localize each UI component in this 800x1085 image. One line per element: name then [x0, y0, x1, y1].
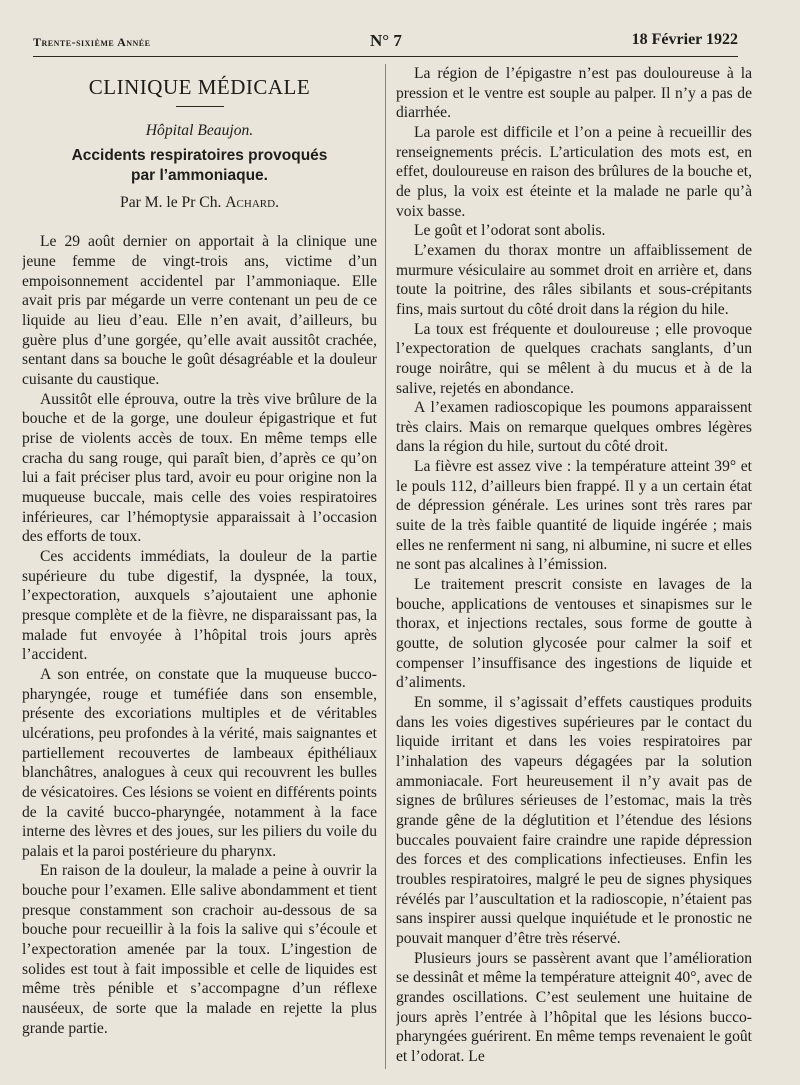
paragraph: La parole est difficile et l’on a peine à recueillir des renseignements précis. L’articulation des mots est, en effet, douloureuse en raison des brûlures de la bouche et, de plus, la voix est éteinte et la malade ne parle qu’à voix basse. — [396, 123, 752, 220]
paragraph: Ces accidents immédiats, la douleur de la partie supérieure du tube digestif, la dyspnée, la toux, l’expectoration, auxquels s’ajoutaient une aphonie presque complète et de la fièvre, ne disparaissant pas, la malade fut envoyée à l’hôpital trois jours après l’accident. — [22, 547, 377, 664]
section-title: CLINIQUE MÉDICALE — [88, 75, 311, 99]
paragraph: A son entrée, on constate que la muqueuse bucco-pharyngée, rouge et tuméfiée dans son ensemble, présente des excoriations multiples et de véritables ulcérations, peu profondes à la vérité, mais saignantes et partiellement recouvertes de lambeaux épithéliaux blanchâtres, analogues à ceux qui recouvrent les bulles de vésicatoires. Ces lésions se voient en différents points de la cavité bucco-pharyngée, notamment à la face interne des lèvres et des joues, sur les piliers du voile du palais et la paroi postérieure du pharynx. — [22, 665, 377, 860]
paragraph: Plusieurs jours se passèrent avant que l’amélioration se dessinât et même la température atteignit 40°, avec de grandes oscillations. C’est seulement une huitaine de jours après l’entrée à l’hôpital que les lésions bucco-pharyngées guérirent. En même temps revenaient le goût et l’odorat. Le — [396, 949, 752, 1065]
author-byline — [22, 193, 377, 213]
paragraph: Le traitement prescrit consiste en lavages de la bouche, applications de ventouses et sinapismes sur le thorax, et injections rectales, sous forme de goutte à goutte, de solution glycosée pour calmer la soif et compenser l’insuffisance des ingestions de liquide et d’aliments. — [396, 576, 752, 692]
paragraph: En somme, il s’agissait d’effets caustiques produits dans les voies digestives supérieures par le contact du liquide irritant et dans les voies respiratoires par l’inhalation des vapeurs dégagées par la solution ammoniacale. Fort heureusement il n’y avait pas de signes de brûlures sérieuses de l’estomac, mais la très grande gêne de la déglutition et l’étendue des lésions buccales pouvaient faire craindre une rapide dépression des forces et des complications infectieuses. Enfin les troubles respiratoires, malgré le peu de signes physiques révélés par l’auscultation et la radioscopie, n’étaient pas sans inspirer aussi quelque inquiétude et le pronostic ne pouvait manquer d’être très réservé. — [396, 694, 752, 947]
page-header — [33, 28, 738, 57]
title-divider — [176, 106, 224, 108]
author-name: Achard. — [225, 193, 279, 211]
paragraph: Le 29 août dernier on apportait à la clinique une jeune femme de vingt-trois ans, victime d’un empoisonnement accidentel par l’ammoniaque. Elle avait pris par mégarde un verre contenant un peu de ce liquide au lieu d’eau. Elle n’en avait, d’ailleurs, bu guère plus d’une gorgée, qu’elle avait aussitôt crachée, sentant dans sa bouche le goût désagréable et la douleur cuisante du caustique. — [22, 233, 377, 389]
volume-label: Trente-sixième Année — [33, 35, 151, 49]
article-title — [22, 146, 377, 186]
issue-date: 18 Février 1922 — [631, 31, 738, 48]
paragraph: La toux est fréquente et douloureuse ; elle provoque l’expectoration de quelques crachats sanglants, d’un rouge noirâtre, qui se mêlent à du mucus et à de la salive, rejetés en abondance. — [396, 320, 752, 397]
issue-number: N° 7 — [370, 31, 402, 50]
paragraph: La région de l’épigastre n’est pas douloureuse à la pression et le ventre est souple au palper. Il n’y a pas de diarrhée. — [396, 65, 752, 122]
column-divider — [385, 64, 386, 1069]
article-title-line-1: Accidents respiratoires provoqués — [71, 146, 328, 164]
paragraph: Le goût et l’odorat sont abolis. — [414, 222, 606, 240]
paragraph: La fièvre est assez vive : la température atteint 39° et le pouls 112, d’ailleurs bien frappé. Il y a un certain état de dépression générale. Les urines sont très rares par suite de la très faible quantité de liquide ingérée ; mais elles ne renferment ni sang, ni albumine, ni sucre et elles ne sont pas alcalines à l’émission. — [396, 458, 752, 574]
article-title-line-2: par l’ammoniaque. — [131, 166, 268, 184]
left-column — [22, 64, 377, 1079]
paragraph: L’examen du thorax montre un affaiblissement de murmure vésiculaire au sommet droit en arrière et, dans toute la poitrine, des râles sibilants et sous-crépitants fins, mais surtout du côté droit dans la région du hile. — [396, 241, 752, 318]
paragraph: Aussitôt elle éprouva, outre la très vive brûlure de la bouche et de la gorge, une douleur épigastrique et fut prise de violents accès de toux. En même temps elle cracha du sang rouge, qui paraît bien, d’après ce qu’on lui a fait préciser plus tard, avoir eu pour origine non la muqueuse buccale, mais celle des voies respiratoires inférieures, car l’hémoptysie apparaissait à l’occasion des efforts de toux. — [22, 390, 377, 546]
hospital-name: Hôpital Beaujon. — [145, 122, 254, 140]
paragraph: En raison de la douleur, la malade a peine à ouvrir la bouche pour l’examen. Elle salive abondamment et tient presque constamment son crachoir au-dessous de sa bouche pour recueillir à la fois la salive qui s’écoule et l’expectoration amenée par la toux. L’ingestion de solides est tout à fait impossible et celle de liquides est même très pénible et s’accompagne d’un réflexe nauséeux, de sorte que la malade en rejette la plus grande partie. — [22, 862, 377, 1037]
paragraph: A l’examen radioscopique les poumons apparaissent très clairs. Mais on remarque quelques ombres légères dans la région du hile, surtout du côté droit. — [396, 399, 752, 456]
right-column — [396, 64, 752, 1079]
byline-prefix: Par M. le Pr Ch. — [120, 193, 226, 211]
